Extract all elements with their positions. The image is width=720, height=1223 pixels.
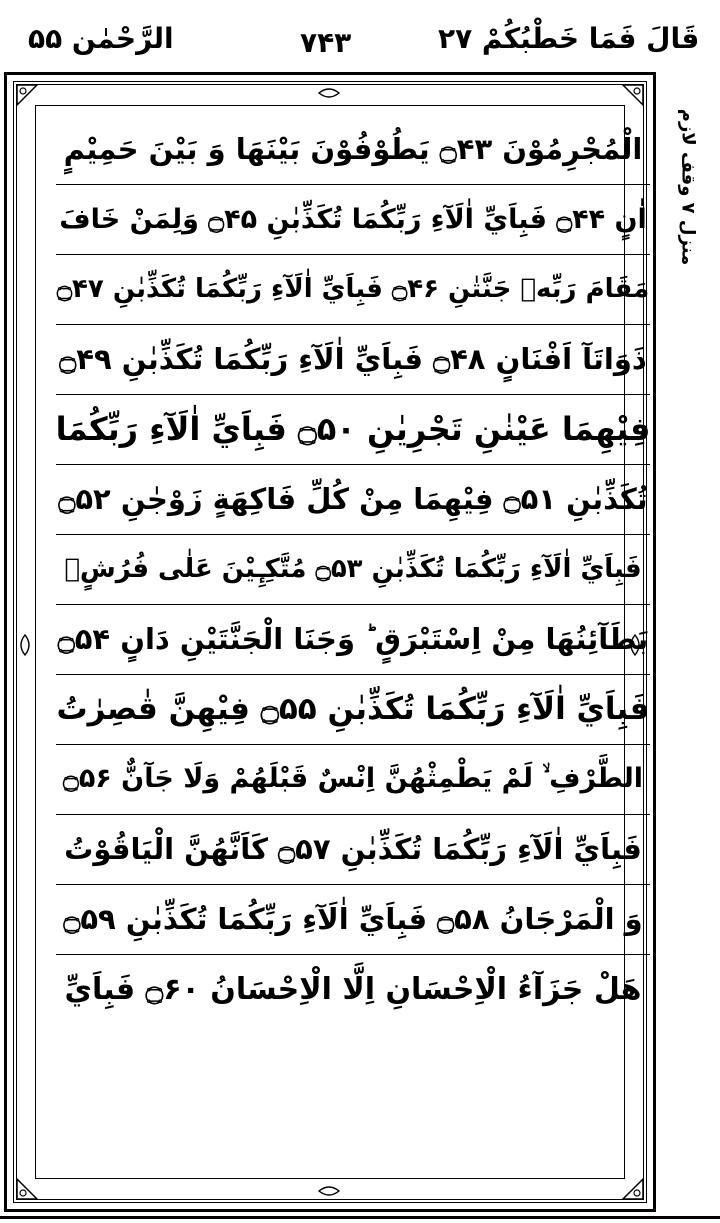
- text-area: [35, 105, 651, 1179]
- verse-line: هَلْ جَزَآءُ الْاِحْسَانِ اِلَّا الْاِحْسَانُ ۝۶۰ فَبِاَيِّ: [64, 971, 642, 1007]
- page-header: [0, 0, 720, 72]
- verse-line: الطَّرْفِ ۙ لَمْ يَطْمِثْهُنَّ اِنْسٌ قَبْلَهُمْ وَلَا جَآنٌّ ۝۵۶: [56, 744, 650, 815]
- surah-name: الرَّحْمٰن ۵۵: [28, 22, 174, 55]
- page-frame: [4, 72, 656, 1212]
- verse-line: فَبِاَيِّ اٰلَآءِ رَبِّكُمَا تُكَذِّبٰنِ ۝۵۵ فِيْهِنَّ قٰصِرٰتُ: [56, 674, 650, 745]
- bottom-ornament-icon: [317, 1179, 341, 1203]
- verse-lines: [36, 106, 651, 1178]
- verse-line: فَبِاَيِّ اٰلَآءِ رَبِّكُمَا تُكَذِّبٰنِ ۝۵۳ مُتَّكِـِٕيْنَ عَلٰى فُرُشٍۭ: [56, 534, 650, 605]
- corner-ornament-icon: [621, 1177, 645, 1201]
- verse-line: تُكَذِّبٰنِ ۝۵۱ فِيْهِمَا مِنْ كُلِّ فَاكِهَةٍ زَوْجٰنِ ۝۵۲: [56, 464, 650, 535]
- para-name: قَالَ فَمَا خَطْبُكُمْ ۲۷: [438, 22, 700, 55]
- verse-line: ذَوَاتَآ اَفْنَانٍ ۝۴۸ فَبِاَيِّ اٰلَآءِ رَبِّكُمَا تُكَذِّبٰنِ ۝۴۹: [56, 324, 650, 395]
- verse-line: فَبِاَيِّ اٰلَآءِ رَبِّكُمَا تُكَذِّبٰنِ ۝۵۷ كَاَنَّهُنَّ الْيَاقُوْتُ: [56, 814, 650, 885]
- margin-note-text: منزل ۷ وقف لازم: [677, 108, 699, 266]
- corner-ornament-icon: [621, 83, 645, 107]
- corner-ornament-icon: [15, 83, 39, 107]
- verse-line: اٰنٍ ۝۴۴ فَبِاَيِّ اٰلَآءِ رَبِّكُمَا تُكَذِّبٰنِ ۝۴۵ وَلِمَنْ خَافَ: [56, 184, 650, 255]
- margin-note: [664, 92, 712, 282]
- verse-line: وَ الْمَرْجَانُ ۝۵۸ فَبِاَيِّ اٰلَآءِ رَبِّكُمَا تُكَذِّبٰنِ ۝۵۹: [56, 884, 650, 955]
- verse-line: مَقَامَ رَبِّهٖ جَنَّتٰنِ ۝۴۶ فَبِاَيِّ اٰلَآءِ رَبِّكُمَا تُكَذِّبٰنِ ۝۴۷: [56, 254, 650, 325]
- bottom-rule: [0, 1216, 720, 1219]
- corner-ornament-icon: [15, 1177, 39, 1201]
- page-number: ۷۴۳: [300, 26, 352, 59]
- side-ornament-icon: [13, 633, 37, 657]
- verse-line: فِيْهِمَا عَيْنٰنِ تَجْرِيٰنِ ۝۵۰ فَبِاَيِّ اٰلَآءِ رَبِّكُمَا: [56, 394, 650, 465]
- top-ornament-icon: [317, 81, 341, 105]
- verse-line: الْمُجْرِمُوْنَ ۝۴۳ يَطُوْفُوْنَ بَيْنَهَا وَ بَيْنَ حَمِيْمٍ: [56, 114, 650, 185]
- verse-line: بَطَآئِنُهَا مِنْ اِسْتَبْرَقٍ ؕ وَجَنَا الْجَنَّتَيْنِ دَانٍ ۝۵۴: [56, 604, 650, 675]
- frame-inner-border: [13, 81, 651, 1203]
